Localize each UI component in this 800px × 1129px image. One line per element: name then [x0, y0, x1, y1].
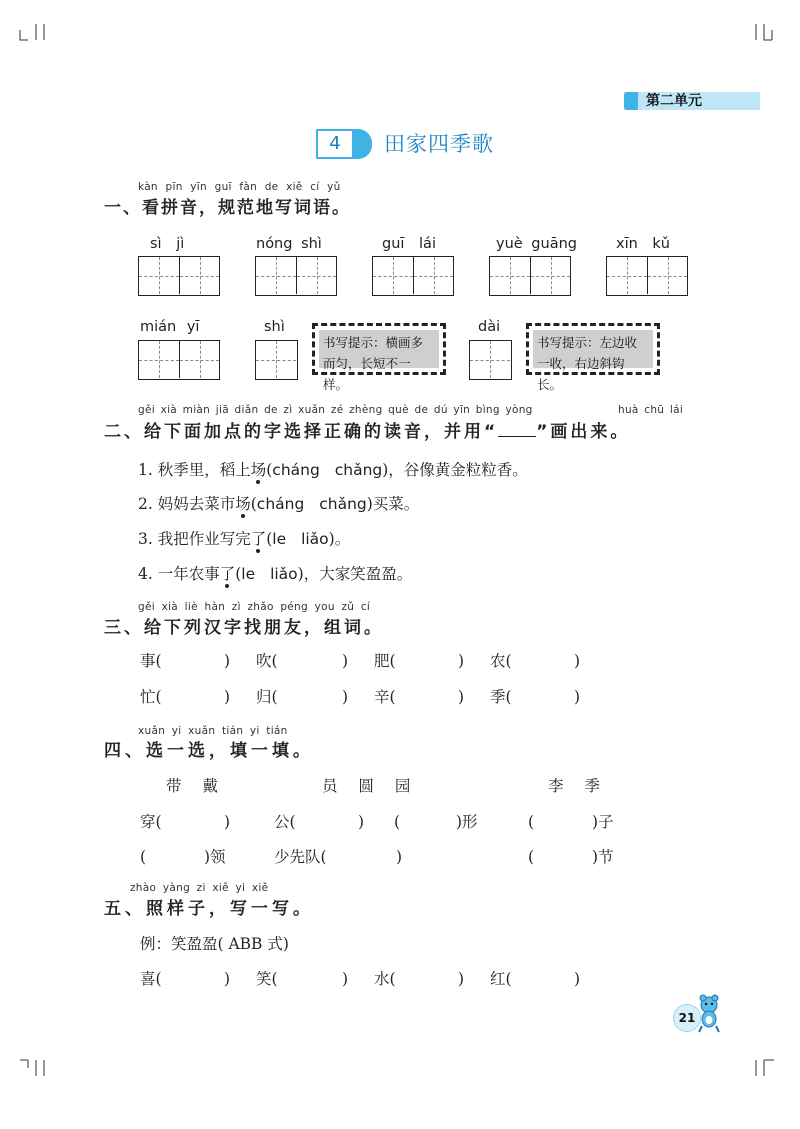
s3-item-1-close[interactable]: )	[224, 652, 231, 670]
dotted-char: 场	[250, 461, 267, 479]
dotted-char: 场	[235, 495, 251, 513]
s4-r1-h[interactable]: )子	[592, 813, 614, 831]
s4-r1-e: (	[394, 813, 401, 831]
lesson-number: 4	[316, 129, 354, 159]
s4-r2-c: 少先队(	[274, 848, 327, 866]
s4-r2-a: (	[140, 848, 147, 866]
s3-item-5-close[interactable]: )	[224, 688, 231, 706]
s3-item-3-open: 肥(	[374, 652, 396, 670]
s5-item-3-open: 水(	[374, 970, 396, 988]
writing-grid-2[interactable]	[255, 256, 337, 296]
bear-mascot-icon	[694, 994, 724, 1034]
s3-item-6-open: 归(	[256, 688, 278, 706]
unit-tab	[624, 92, 760, 110]
writing-tip-2	[526, 323, 660, 392]
s3-item-8-close[interactable]: )	[574, 688, 581, 706]
s4-r1-c: 公(	[274, 813, 296, 831]
reading-options[interactable]: cháng chǎng	[272, 461, 383, 479]
lesson-title: 田家四季歌	[384, 132, 494, 156]
section2-title-b: ”画出来。	[536, 422, 631, 442]
dotted-char: 了	[219, 565, 236, 583]
s5-item-4-close[interactable]: )	[574, 970, 581, 988]
choice-group-1: 带 戴	[166, 777, 218, 795]
word-pinyin-1: sì jì	[150, 236, 185, 252]
s5-item-3-close[interactable]: )	[458, 970, 465, 988]
choice-group-3: 李 季	[548, 777, 600, 795]
s4-r1-a: 穿(	[140, 813, 162, 831]
word-pinyin-8: dài	[478, 319, 501, 335]
s3-item-4-open: 农(	[490, 652, 512, 670]
section5-example: 例：笑盈盈( ABB 式)	[140, 935, 289, 953]
section5-pinyin: zhào yàng zi xiě yi xiě	[130, 882, 269, 894]
question-2-4: 4. 一年农事了(le liǎo)，大家笑盈盈。	[138, 565, 413, 583]
reading-options[interactable]: le liǎo	[241, 565, 298, 583]
dotted-char: 了	[250, 530, 267, 548]
section3-title: 三、给下列汉字找朋友，组词。	[104, 618, 384, 638]
writing-grid-1[interactable]	[138, 256, 220, 296]
s3-item-2-close[interactable]: )	[342, 652, 349, 670]
writing-tip-1	[312, 323, 446, 392]
s5-item-1-open: 喜(	[140, 970, 162, 988]
s4-r2-e: (	[528, 848, 535, 866]
writing-grid-5[interactable]	[606, 256, 688, 296]
section1-pinyin: kàn pīn yīn guī fàn de xiě cí yǔ	[138, 181, 341, 193]
s3-item-7-close[interactable]: )	[458, 688, 465, 706]
writing-grid-8[interactable]	[469, 340, 512, 380]
s3-item-6-close[interactable]: )	[342, 688, 349, 706]
section2-title	[104, 420, 630, 444]
s4-r1-b[interactable]: )	[224, 813, 231, 831]
section2-title-a: 二、给下面加点的字选择正确的读音，并用“	[104, 422, 499, 442]
writing-grid-6[interactable]	[138, 340, 220, 380]
section3-pinyin: gěi xià liè hàn zì zhǎo péng you zǔ cí	[138, 601, 371, 613]
s3-item-1-open: 事(	[140, 652, 162, 670]
s5-item-2-close[interactable]: )	[342, 970, 349, 988]
s4-r1-f[interactable]: )形	[456, 813, 478, 831]
section5-title: 五、照样子，写一写。	[104, 899, 314, 919]
s4-r1-d[interactable]: )	[358, 813, 365, 831]
writing-tip-2-text: 书写提示：左边收一收，右边斜钩长。	[533, 330, 653, 368]
s5-item-1-close[interactable]: )	[224, 970, 231, 988]
word-pinyin-7: shì	[264, 319, 285, 335]
s5-item-4-open: 红(	[490, 970, 512, 988]
s4-r2-b[interactable]: )领	[204, 848, 226, 866]
section2-pinyin: gěi xià miàn jiā diǎn de zì xuǎn zé zhèng què de dú yīn bìng yòng	[138, 404, 533, 416]
reading-options[interactable]: cháng chǎng	[256, 495, 367, 513]
s3-item-3-close[interactable]: )	[458, 652, 465, 670]
s4-r2-d[interactable]: )	[396, 848, 403, 866]
writing-grid-7[interactable]	[255, 340, 298, 380]
question-2-3: 3. 我把作业写完了(le liǎo)。	[138, 530, 351, 548]
s3-item-4-close[interactable]: )	[574, 652, 581, 670]
section4-pinyin: xuǎn yi xuǎn tián yi tián	[138, 725, 288, 737]
section1-title: 一、看拼音，规范地写词语。	[104, 198, 351, 218]
s3-item-8-open: 季(	[490, 688, 512, 706]
s3-item-2-open: 吹(	[256, 652, 278, 670]
underline-sample	[498, 422, 536, 437]
question-2-1: 1. 秋季里，稻上场(cháng chǎng)，谷像黄金粒粒香。	[138, 461, 528, 479]
reading-options[interactable]: le liǎo	[272, 530, 329, 548]
section4-title: 四、选一选，填一填。	[104, 741, 314, 761]
unit-label: 第二单元	[646, 93, 702, 109]
writing-tip-1-text: 书写提示：横画多而匀，长短不一样。	[319, 330, 439, 368]
page-number: 21	[673, 1004, 701, 1032]
question-2-2: 2. 妈妈去菜市场(cháng chǎng)买菜。	[138, 495, 420, 513]
s3-item-7-open: 辛(	[374, 688, 396, 706]
unit-tab-cap	[624, 92, 638, 110]
s3-item-5-open: 忙(	[140, 688, 162, 706]
word-pinyin-5: xīn kǔ	[616, 236, 670, 252]
writing-grid-4[interactable]	[489, 256, 571, 296]
writing-grid-3[interactable]	[372, 256, 454, 296]
s5-item-2-open: 笑(	[256, 970, 278, 988]
choice-group-2: 员 圆 园	[322, 777, 411, 795]
word-pinyin-2: nóng shì	[256, 236, 322, 252]
s4-r2-f[interactable]: )节	[592, 848, 614, 866]
word-pinyin-4: yuè guāng	[496, 236, 577, 252]
section2-pinyin-end: huà chū lái	[618, 404, 684, 416]
word-pinyin-3: guī lái	[382, 236, 436, 252]
word-pinyin-6: mián yī	[140, 319, 200, 335]
s4-r1-g: (	[528, 813, 535, 831]
